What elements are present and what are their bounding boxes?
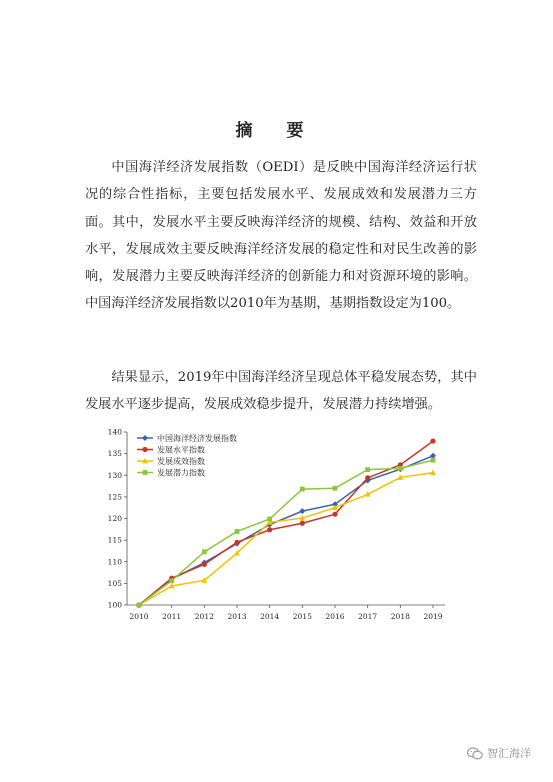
data-point	[299, 508, 305, 514]
x-tick-label: 2013	[227, 612, 247, 621]
x-tick-label: 2019	[423, 612, 443, 621]
x-tick-label: 2014	[260, 612, 280, 621]
x-tick-label: 2010	[129, 612, 149, 621]
data-point	[431, 458, 436, 463]
legend-marker	[143, 470, 148, 475]
data-point	[300, 521, 305, 526]
page-title: 摘 要	[235, 121, 318, 141]
data-point	[398, 466, 403, 471]
y-tick-label: 135	[107, 449, 122, 459]
data-point	[300, 487, 305, 492]
data-point	[365, 475, 370, 480]
watermark-text: 智汇海洋	[487, 747, 531, 760]
x-tick-label: 2018	[390, 612, 410, 621]
x-tick-label: 2015	[292, 612, 312, 621]
y-tick-label: 120	[107, 514, 122, 524]
data-point	[333, 486, 338, 491]
data-point	[430, 438, 435, 443]
watermark	[467, 745, 531, 761]
legend-label: 中国海洋经济发展指数	[157, 434, 237, 443]
y-tick-label: 100	[107, 600, 122, 610]
wechat-icon	[467, 747, 483, 760]
legend-label: 发展成效指数	[157, 457, 205, 466]
y-tick-label: 110	[107, 557, 122, 567]
data-point	[235, 529, 240, 534]
data-point	[169, 578, 174, 583]
x-tick-label: 2016	[325, 612, 345, 621]
y-tick-label: 115	[107, 535, 122, 545]
x-tick-label: 2011	[162, 612, 182, 621]
data-point	[365, 467, 370, 472]
index-line-chart	[95, 422, 465, 630]
data-point	[234, 540, 239, 545]
x-tick-label: 2017	[358, 612, 378, 621]
y-tick-label: 105	[107, 578, 122, 588]
summary-paragraph-2: 结果显示，2019年中国海洋经济呈现总体平稳发展态势，其中发展水平逐步提高，发展成效稳步提升，发展潜力持续增强。	[85, 370, 477, 413]
legend-marker	[142, 435, 148, 441]
legend-label: 发展潜力指数	[157, 468, 205, 478]
data-point	[137, 603, 142, 608]
summary-paragraph-1: 中国海洋经济发展指数（OEDI）是反映中国海洋经济运行状况的综合性指标，主要包括发展水平、发展成效和发展潜力三方面。其中，发展水平主要反映海洋经济的规模、结构、效益和开放水平，发展成效主要反映海洋经济发展的稳定性和对民生改善的影响，发展潜力主要反映海洋经济的创新能力和对资源环境的影响。中国海洋经济发展指数以2010年为基期，基期指数设定为100。	[85, 160, 477, 312]
y-tick-label: 140	[107, 427, 122, 437]
legend-marker	[142, 447, 147, 452]
legend-label: 发展水平指数	[157, 445, 205, 455]
y-tick-label: 125	[107, 492, 122, 502]
series-line-2	[139, 473, 433, 605]
data-point	[267, 527, 272, 532]
data-point	[332, 512, 337, 517]
y-tick-label: 130	[107, 470, 122, 480]
data-point	[202, 549, 207, 554]
data-point	[202, 562, 207, 567]
x-tick-label: 2012	[194, 612, 214, 621]
series-line-0	[139, 456, 433, 605]
data-point	[267, 517, 272, 522]
